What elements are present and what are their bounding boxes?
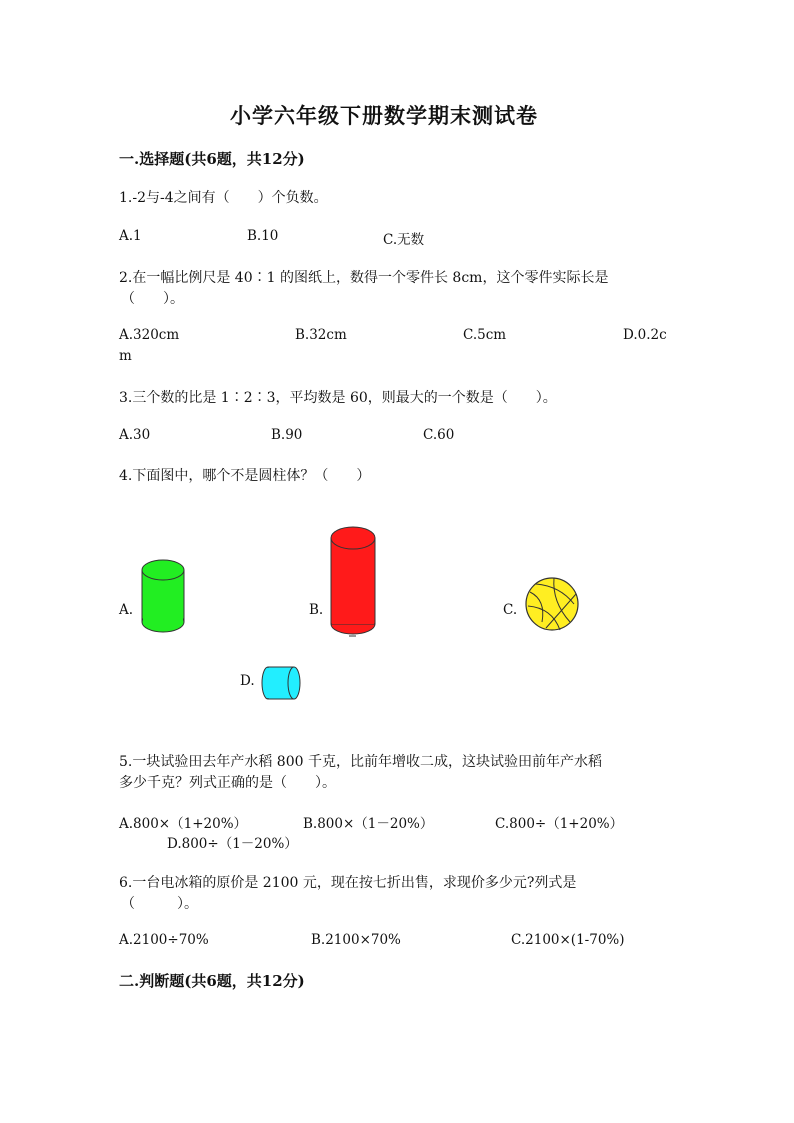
question-4-option-a-label: A. [119,602,134,618]
question-6-option-b: B.2100×70% [311,932,401,948]
question-5-option-a: A.800×（1+20%） [119,816,248,832]
question-1-text: 1.-2与-4之间有（ ）个负数。 [119,190,328,206]
red-cylinder-figure [329,524,379,640]
question-6-option-c: C.2100×(1-70%) [511,932,625,948]
question-4-text: 4.下面图中，哪个不是圆柱体？（ ） [119,468,371,484]
question-2-text-line1: 2.在一幅比例尺是 40∶1 的图纸上，数得一个零件长 8cm，这个零件实际长是 [119,270,609,286]
section-heading-judgement: 二.判断题(共6题，共12分) [119,972,305,990]
question-2-text-line2: （ ）。 [121,291,184,307]
question-1-option-a: A.1 [119,228,142,244]
question-1-option-b: B.10 [247,228,279,244]
question-6-option-a: A.2100÷70% [119,932,209,948]
question-5-option-d: D.800÷（1－20%） [167,836,298,852]
question-3-option-b: B.90 [271,427,303,443]
question-5-option-b: B.800×（1－20%） [303,816,434,832]
question-1-option-c: C.无数 [383,232,425,248]
question-6-text-line1: 6.一台电冰箱的原价是 2100 元，现在按七折出售，求现价多少元?列式是 [119,875,577,891]
green-cylinder-figure [140,558,186,636]
question-2-option-a: A.320cm [119,327,180,343]
cyan-short-cylinder-figure [260,664,304,704]
question-3-option-c: C.60 [423,427,455,443]
question-3-text: 3.三个数的比是 1∶2∶3，平均数是 60，则最大的一个数是（ ）。 [119,390,557,406]
page-title: 小学六年级下册数学期末测试卷 [230,103,538,128]
question-5-option-c: C.800÷（1+20%） [495,816,624,832]
question-2-option-c: C.5cm [463,327,507,343]
yellow-ball-figure [524,576,582,634]
question-2-option-b: B.32cm [295,327,347,343]
question-2-option-d-wrap: m [119,348,132,364]
question-4-option-b-label: B. [309,602,324,618]
question-4-option-d-label: D. [240,673,255,689]
question-2-option-d: D.0.2c [623,327,667,343]
question-6-text-line2: （ ）。 [121,896,198,912]
question-4-option-c-label: C. [503,602,518,618]
question-3-option-a: A.30 [119,427,151,443]
question-5-text-line1: 5.一块试验田去年产水稻 800 千克，比前年增收二成，这块试验田前年产水稻 [119,754,602,770]
question-5-text-line2: 多少千克？列式正确的是（ ）。 [119,775,336,791]
section-heading-choice: 一.选择题(共6题，共12分) [119,150,305,168]
